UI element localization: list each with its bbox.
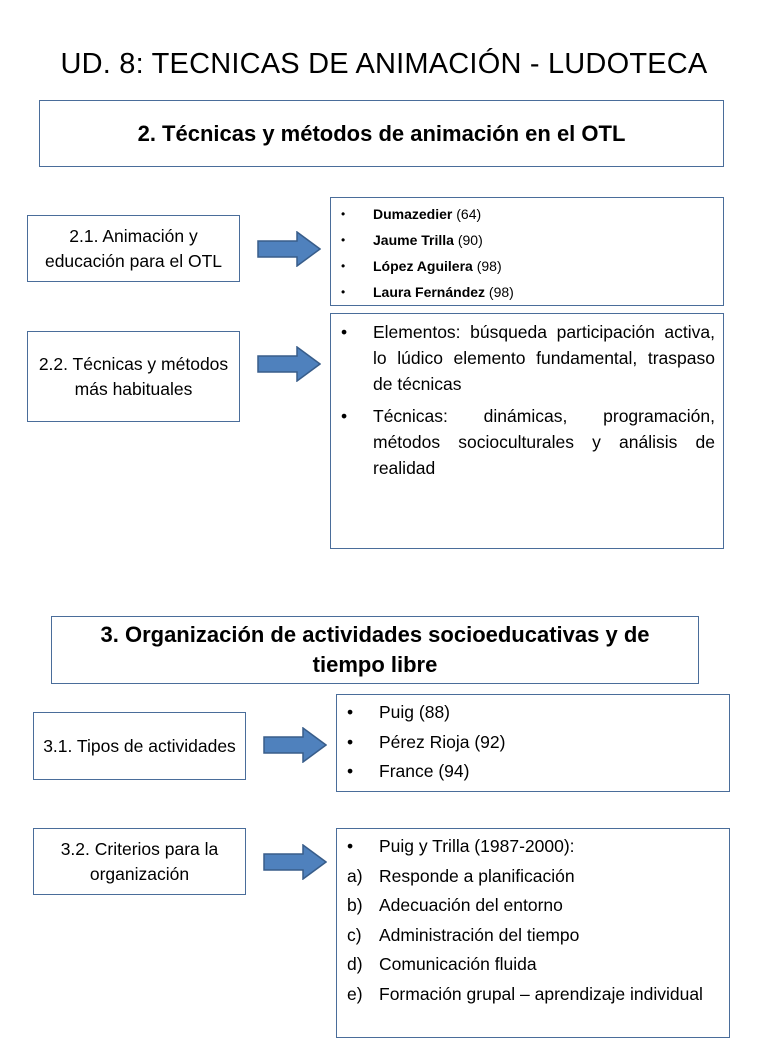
list-item: • Elementos: búsqueda participación activa, lo lúdico elemento fundamental, traspaso de técnicas	[335, 319, 715, 397]
list-item: d) Comunicación fluida	[347, 954, 537, 974]
list-item: • Jaume Trilla (90)	[335, 227, 719, 253]
right-arrow-icon	[257, 231, 321, 267]
section-3-title-text: 3. Organización de actividades socioeducativas y de tiempo libre	[100, 622, 650, 677]
section-2-1-label-box	[27, 215, 240, 282]
section-3-2-label: 3.2. Criterios para la organización	[60, 838, 219, 884]
right-arrow-icon	[263, 844, 327, 880]
section-2-1-list-box	[330, 197, 724, 306]
page-title: UD. 8: TECNICAS DE ANIMACIÓN - LUDOTECA	[60, 48, 708, 80]
section-2-title	[39, 100, 724, 167]
elements-list	[335, 319, 715, 481]
list-item: b) Adecuación del entorno	[347, 895, 563, 915]
list-item: • Dumazedier (64)	[335, 201, 719, 227]
list-item: • Puig (88)	[341, 698, 725, 728]
right-arrow-icon	[257, 346, 321, 382]
section-3-title	[51, 616, 699, 684]
section-3-1-label: 3.1. Tipos de actividades	[43, 735, 236, 756]
activity-types-list	[341, 698, 725, 787]
section-2-2-list-box	[330, 313, 724, 549]
list-item: • Técnicas: dinámicas, programación, métodos socioculturales y análisis de realidad	[335, 403, 715, 481]
list-item: a) Responde a planificación	[347, 865, 575, 886]
list-item: • López Aguilera (98)	[335, 253, 719, 279]
section-2-title-text: 2. Técnicas y métodos de animación en el OTL	[137, 120, 626, 146]
list-item: • France (94)	[341, 757, 725, 787]
criteria-intro	[341, 832, 721, 862]
list-item: c) Administración del tiempo	[347, 924, 580, 945]
section-2-1-label: 2.1. Animación y educación para el OTL	[44, 225, 223, 271]
section-2-2-label-box	[27, 331, 240, 422]
section-3-2-list-box	[336, 828, 730, 1038]
right-arrow-icon	[263, 727, 327, 763]
list-item: • Pérez Rioja (92)	[341, 728, 725, 758]
section-3-2-label-box	[33, 828, 246, 895]
section-3-1-label-box	[33, 712, 246, 780]
criteria-list	[341, 862, 721, 1010]
section-2-2-label: 2.2. Técnicas y métodos más habituales	[38, 353, 229, 399]
list-item: e) Formación grupal – aprendizaje individual	[347, 983, 703, 1004]
section-3-1-list-box	[336, 694, 730, 792]
author-list	[335, 201, 719, 305]
list-item: • Laura Fernández (98)	[335, 279, 719, 305]
list-item: • Puig y Trilla (1987-2000):	[341, 832, 721, 862]
